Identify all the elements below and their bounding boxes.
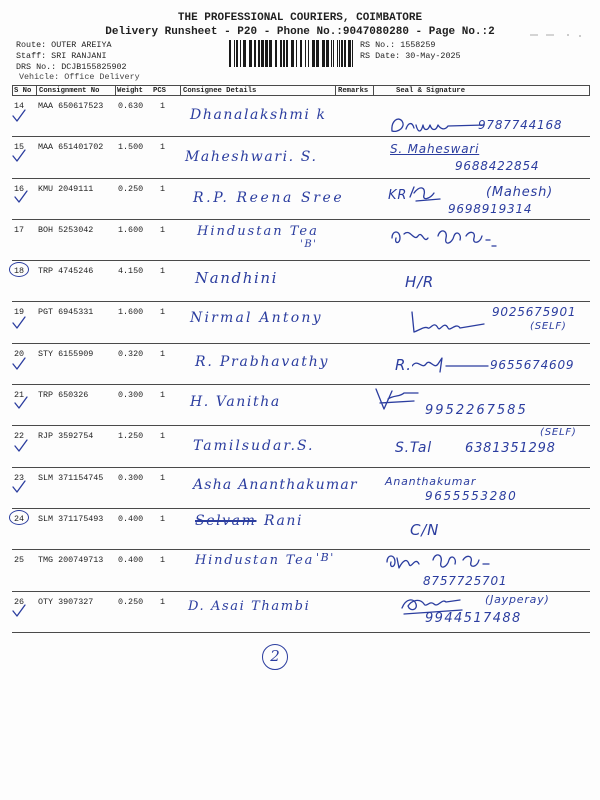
table-row <box>12 592 590 633</box>
signature-scribble <box>374 387 424 413</box>
tick-mark <box>12 357 26 371</box>
barcode-bar <box>339 40 340 67</box>
row-sno: 17 <box>14 224 25 235</box>
signature-scribble <box>388 113 488 137</box>
table-body <box>12 96 590 633</box>
signature-scribble <box>412 354 492 376</box>
row-weight: 4.150 <box>118 266 144 277</box>
consignee-name: R. Prabhavathy <box>195 353 330 370</box>
signature-scribble <box>388 226 504 252</box>
row-sno: 20 <box>14 348 25 359</box>
row-pcs: 1 <box>160 472 166 483</box>
signature-phone: 9952267585 <box>425 403 528 419</box>
row-sno: 25 <box>14 555 25 566</box>
barcode-bar <box>331 40 332 67</box>
column-divider <box>180 86 181 96</box>
row-weight: 0.300 <box>118 472 144 483</box>
barcode-bar <box>269 40 272 67</box>
barcode-bar <box>243 40 246 67</box>
tick-mark <box>12 316 26 330</box>
row-weight: 1.500 <box>118 142 144 153</box>
route-line: Route: OUTER AREIYA <box>16 40 112 50</box>
consignee-note: 'B' <box>316 551 335 565</box>
barcode-bar <box>280 40 282 67</box>
table-row <box>12 550 590 591</box>
col-consignment-no: Consignment No <box>39 87 100 95</box>
signature-phone: 9025675901 <box>492 305 577 320</box>
consignee-name: Rani <box>264 512 304 529</box>
row-weight: 0.400 <box>118 513 144 524</box>
column-divider <box>335 86 336 96</box>
row-weight: 0.320 <box>118 348 144 359</box>
table-row <box>12 344 590 385</box>
signature-scribble <box>408 183 444 205</box>
rs-date: RS Date: 30-May-2025 <box>360 51 461 61</box>
column-divider <box>373 86 374 96</box>
col-sno: S No <box>14 87 32 95</box>
consignee-name: Tamilsudar.S. <box>193 438 315 455</box>
row-sno: 22 <box>14 431 25 442</box>
barcode-bar <box>236 40 238 67</box>
row-consignment-no: MAA 650617523 <box>38 101 104 111</box>
row-pcs: 1 <box>160 266 166 277</box>
scan-artifact <box>528 30 588 40</box>
signature-phone: 9698919314 <box>448 201 533 216</box>
signature-scribble <box>408 310 488 336</box>
barcode-bar <box>229 40 231 67</box>
barcode-bar <box>300 40 302 67</box>
table-row <box>12 137 590 178</box>
signature-note: (Jayperay) <box>485 592 550 606</box>
barcode-bar <box>337 40 338 67</box>
barcode-bar <box>322 40 325 67</box>
barcode-bar <box>240 40 241 67</box>
table-header <box>12 85 590 96</box>
row-weight: 0.250 <box>118 183 144 194</box>
row-pcs: 1 <box>160 101 166 111</box>
column-divider <box>36 86 37 96</box>
row-sno: 15 <box>14 142 25 153</box>
consignee-name: Nandhini <box>195 269 279 288</box>
table-row <box>12 302 590 343</box>
signature-name: H/R <box>405 273 435 292</box>
table-row <box>12 468 590 509</box>
page-number-mark: 2 <box>262 644 288 670</box>
row-weight: 1.600 <box>118 307 144 318</box>
consignee-note: 'B' <box>300 238 318 250</box>
barcode-bar <box>305 40 306 67</box>
row-weight: 0.300 <box>118 390 144 401</box>
col-consignee-details: Consignee Details <box>183 87 257 95</box>
row-pcs: 1 <box>160 183 166 194</box>
row-consignment-no: TRP 650326 <box>38 390 89 401</box>
row-sno: 23 <box>14 472 25 483</box>
row-sno: 16 <box>14 183 25 194</box>
row-consignment-no: STY 6155909 <box>38 348 94 359</box>
vehicle-line: Vehicle: Office Delivery <box>19 72 140 82</box>
col-remarks: Remarks <box>338 87 369 95</box>
signature-phone: 9787744168 <box>478 118 563 132</box>
row-consignment-no: SLM 371154745 <box>38 472 104 483</box>
row-weight: 0.250 <box>118 596 144 607</box>
table-row <box>12 179 590 220</box>
row-sno: 14 <box>14 101 25 111</box>
signature-name: Ananthakumar <box>385 474 477 488</box>
consignee-name: Hindustan Tea <box>197 223 319 239</box>
signature-note: (SELF) <box>530 321 567 333</box>
row-consignment-no: OTY 3907327 <box>38 596 94 607</box>
row-weight: 1.250 <box>118 431 144 442</box>
barcode-bar <box>344 40 346 67</box>
signature-phone: 9655674609 <box>490 357 575 372</box>
signature-phone: 6381351298 <box>465 441 556 457</box>
row-sno: 21 <box>14 390 25 401</box>
row-consignment-no: TRP 4745246 <box>38 266 94 277</box>
staff-line: Staff: SRI RANJANI <box>16 51 107 61</box>
signature-phone: 9688422854 <box>455 159 540 174</box>
signature-phone: 9944517488 <box>425 610 522 626</box>
table-row <box>12 509 590 550</box>
barcode-bar <box>249 40 252 67</box>
runsheet-subtitle: Delivery Runsheet - P20 - Phone No.:9047080280 - Page No.:2 <box>105 26 495 38</box>
signature-scribble <box>383 552 499 576</box>
barcode-bar <box>348 40 351 67</box>
consignee-name: H. Vanitha <box>190 394 281 411</box>
signature-name: R. <box>395 355 412 374</box>
consignee-name: Hindustan Tea <box>195 553 315 569</box>
row-pcs: 1 <box>160 348 166 359</box>
table-row <box>12 426 590 467</box>
row-pcs: 1 <box>160 142 166 153</box>
barcode-bar <box>283 40 285 67</box>
table-row <box>12 220 590 261</box>
row-pcs: 1 <box>160 390 166 401</box>
row-pcs: 1 <box>160 513 166 524</box>
signature-phone: 9655553280 <box>425 488 518 503</box>
row-consignment-no: TMG 200749713 <box>38 555 104 566</box>
signature-note: (SELF) <box>540 427 577 439</box>
barcode <box>228 40 356 67</box>
row-consignment-no: BOH 5253042 <box>38 224 94 235</box>
column-divider <box>115 86 116 96</box>
barcode-bar <box>352 40 353 67</box>
consignee-name: Dhanalakshmi k <box>190 107 327 123</box>
signature-phone: 8757725701 <box>423 574 508 589</box>
row-pcs: 1 <box>160 307 166 318</box>
col-seal-signature: Seal & Signature <box>396 87 466 95</box>
table-row <box>12 385 590 426</box>
consignee-name: D. Asai Thambi <box>188 598 311 614</box>
signature-name: S. Maheswari <box>390 142 480 157</box>
row-pcs: 1 <box>160 596 166 607</box>
barcode-bar <box>326 40 329 67</box>
consignee-name: R.P. Reena Sree <box>193 189 345 206</box>
drs-number: DRS No.: DCJB155825902 <box>16 62 127 72</box>
table-row <box>12 261 590 302</box>
barcode-bar <box>333 40 334 67</box>
signature-name: S.Tal <box>395 440 432 457</box>
row-consignment-no: MAA 651401702 <box>38 142 104 153</box>
col-weight: Weight <box>117 87 143 95</box>
rs-number: RS No.: 1558259 <box>360 40 436 50</box>
row-consignment-no: SLM 371175493 <box>38 513 104 524</box>
row-sno: 19 <box>14 307 25 318</box>
barcode-bar <box>275 40 277 67</box>
barcode-bar <box>265 40 268 67</box>
barcode-bar <box>286 40 288 67</box>
barcode-bar <box>261 40 264 67</box>
row-pcs: 1 <box>160 555 166 566</box>
row-consignment-no: PGT 6945331 <box>38 307 94 318</box>
row-pcs: 1 <box>160 224 166 235</box>
consignee-name: Nirmal Antony <box>190 310 323 327</box>
barcode-bar <box>234 40 235 67</box>
company-title: THE PROFESSIONAL COURIERS, COIMBATORE <box>177 12 423 24</box>
barcode-bar <box>254 40 256 67</box>
barcode-bar <box>296 40 297 67</box>
row-sno: 24 <box>14 513 25 524</box>
signature-name: C/N <box>410 520 440 539</box>
consignee-name: Asha Ananthakumar <box>193 476 358 493</box>
consignee-struck-name: Selvam <box>195 512 257 529</box>
consignee-name: Maheshwari. S. <box>185 149 318 166</box>
row-weight: 1.600 <box>118 224 144 235</box>
row-weight: 0.630 <box>118 101 144 111</box>
table-row <box>12 96 590 137</box>
col-pcs: PCS <box>153 87 166 95</box>
barcode-bar <box>341 40 343 67</box>
barcode-bar <box>258 40 260 67</box>
row-consignment-no: KMU 2049111 <box>38 183 94 194</box>
row-sno: 26 <box>14 596 25 607</box>
signature-name: KR <box>388 187 408 203</box>
signature-note: (Mahesh) <box>486 184 553 200</box>
barcode-bar <box>316 40 319 67</box>
barcode-bar <box>291 40 294 67</box>
row-pcs: 1 <box>160 431 166 442</box>
row-weight: 0.400 <box>118 555 144 566</box>
tick-mark <box>12 109 26 123</box>
row-consignment-no: RJP 3592754 <box>38 431 94 442</box>
row-sno: 18 <box>14 266 25 277</box>
barcode-bar <box>308 40 309 67</box>
barcode-bar <box>312 40 315 67</box>
tick-mark <box>14 439 28 453</box>
